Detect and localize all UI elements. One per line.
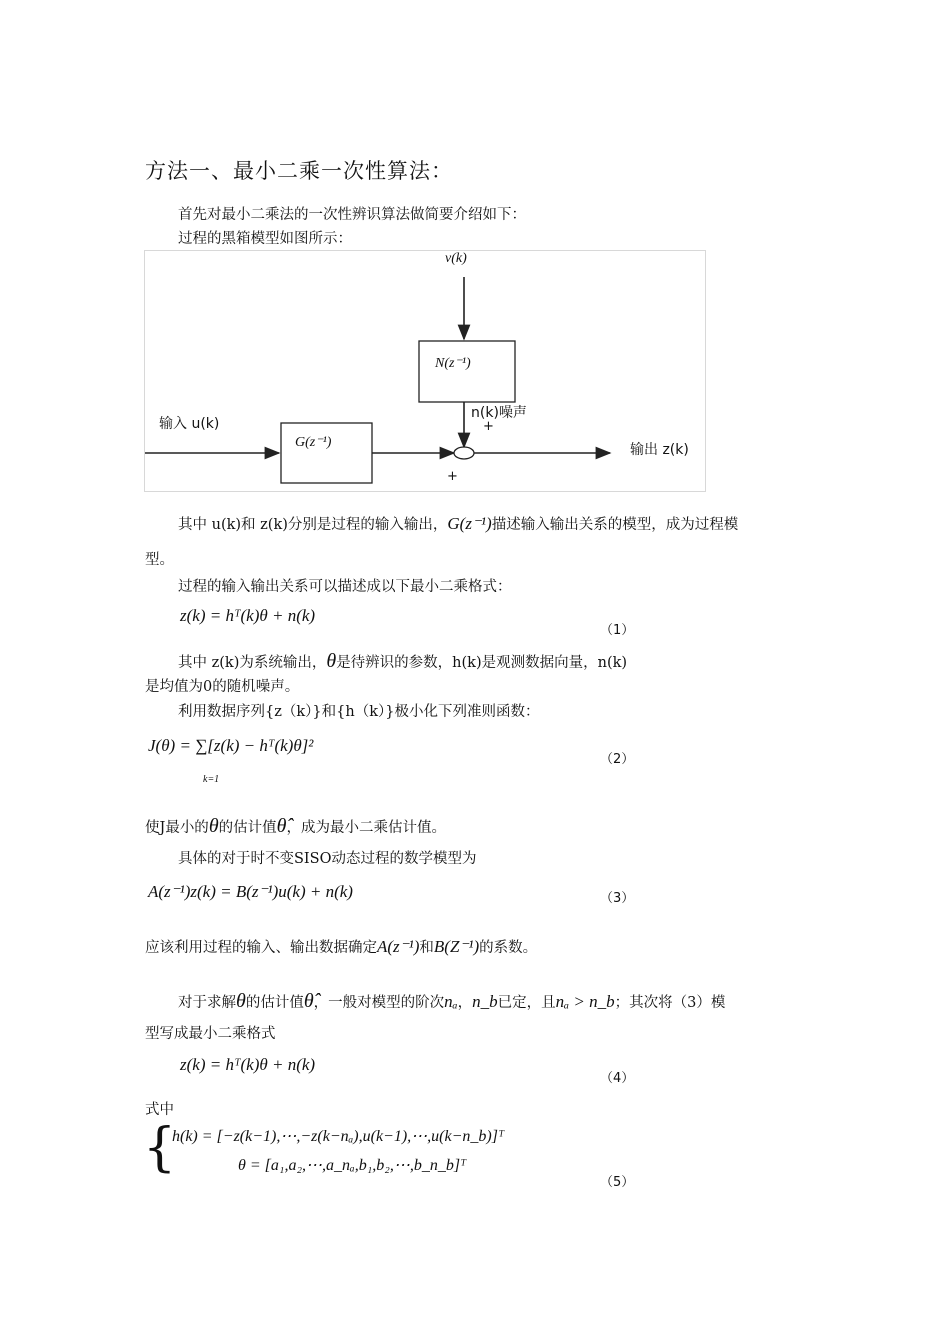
equation-2: J(θ) = ∑[z(k) − hᵀ(k)θ]² xyxy=(148,736,314,755)
plant-block-box xyxy=(281,423,372,483)
output-label: 输出 z(k) xyxy=(630,442,689,458)
equation-2-subscript: k=1 xyxy=(203,774,220,785)
para8-text-e: ；其次将（3）模 xyxy=(614,995,726,1011)
para8-text-d: 已定，且 xyxy=(497,995,556,1011)
shizhong-label: 式中 xyxy=(145,1102,174,1118)
para7-and: 和 xyxy=(419,940,434,956)
equation-4: z(k) = hᵀ(k)θ + n(k) xyxy=(180,1055,316,1074)
noise-block-label: N(z⁻¹) xyxy=(435,356,471,371)
para8-text-c: ，一般对模型的阶次 xyxy=(313,995,445,1011)
para1-line2: 型。 xyxy=(145,552,174,568)
equation-5-line1: h(k) = [−z(k−1),⋯,−z(k−nₐ),u(k−1),⋯,u(k−n_b)]ᵀ xyxy=(172,1128,505,1145)
equation-1-number: （1） xyxy=(600,623,635,638)
summing-junction xyxy=(454,447,474,459)
para3-line1 xyxy=(178,650,627,673)
para1-line1 xyxy=(178,513,738,534)
equation-2-number: （2） xyxy=(600,752,635,767)
para1-text-a: 其中 u(k)和 z(k)分别是过程的输入输出， xyxy=(178,517,448,533)
para1-text-b: 描述输入输出关系的模型，成为过程模 xyxy=(491,517,739,533)
para6: 具体的对于时不变SISO动态过程的数学模型为 xyxy=(178,851,477,867)
para7-text-a: 应该利用过程的输入、输出数据确定 xyxy=(145,940,377,956)
para8-theta: θ xyxy=(236,990,246,1012)
para8-nb: n_b xyxy=(472,992,498,1011)
intro-text: 首先对最小二乘法的一次性辨识算法做简要介绍如下： xyxy=(178,207,526,223)
para5-text-a: 使J最小的 xyxy=(145,820,209,836)
plus-bottom-label: + xyxy=(447,469,458,484)
para7-text-b: 的系数。 xyxy=(479,940,538,956)
para8-theta-hat: θ̂ xyxy=(303,990,314,1012)
equation-5-number: （5） xyxy=(600,1175,635,1190)
para5 xyxy=(145,815,446,838)
para5-text-b: 的估计值 xyxy=(218,820,277,836)
para3-text-b: 是待辨识的参数，h(k)是观测数据向量，n(k) xyxy=(336,655,628,671)
equation-5-line2: θ = [a₁,a₂,⋯,a_nₐ,b₁,b₂,⋯,b_n_b]ᵀ xyxy=(238,1157,467,1174)
para4: 利用数据序列{z（k）}和{h（k）}极小化下列准则函数： xyxy=(178,704,540,720)
para8-text-a: 对于求解 xyxy=(178,995,236,1011)
equation-1: z(k) = hᵀ(k)θ + n(k) xyxy=(180,606,316,625)
para8-sep: ， xyxy=(457,995,473,1011)
plus-top-label: + xyxy=(483,419,494,434)
para8-text-b: 的估计值 xyxy=(245,995,304,1011)
model-caption: 过程的黑箱模型如图所示： xyxy=(178,231,352,247)
para1-g-symbol: G(z⁻¹) xyxy=(447,514,492,533)
para3-line2: 是均值为0的随机噪声。 xyxy=(145,679,300,695)
equation-4-number: （4） xyxy=(600,1071,635,1086)
equation-3-number: （3） xyxy=(600,891,635,906)
black-box-diagram xyxy=(144,250,706,492)
para3-theta: θ xyxy=(326,650,337,672)
para7-a-poly: A(z⁻¹) xyxy=(377,937,420,956)
input-label: 输入 u(k) xyxy=(159,416,220,432)
noise-input-label: v(k) xyxy=(445,251,467,266)
para7-b-poly: B(Z⁻¹) xyxy=(433,937,480,956)
para5-theta-hat: θ̂ xyxy=(276,815,287,837)
equation-5-brace: { xyxy=(143,1118,177,1178)
para5-theta: θ xyxy=(208,815,219,837)
plant-block-label: G(z⁻¹) xyxy=(295,435,332,450)
para2: 过程的输入输出关系可以描述成以下最小二乘格式： xyxy=(178,579,512,595)
para5-text-c: ，成为最小二乘估计值。 xyxy=(286,820,446,836)
section-title: 方法一、最小二乘一次性算法： xyxy=(145,159,453,183)
para8-inequality: nₐ > n_b xyxy=(555,992,615,1011)
para3-text-a: 其中 z(k)为系统输出， xyxy=(178,655,327,671)
diagram-lines xyxy=(145,251,705,491)
para7 xyxy=(145,936,537,957)
para8-line1 xyxy=(178,990,725,1013)
noise-signal-label: n(k)噪声 xyxy=(471,405,527,421)
para8-na: nₐ xyxy=(444,992,458,1011)
equation-3: A(z⁻¹)z(k) = B(z⁻¹)u(k) + n(k) xyxy=(148,882,353,901)
para8-line2: 型写成最小二乘格式 xyxy=(145,1026,276,1042)
